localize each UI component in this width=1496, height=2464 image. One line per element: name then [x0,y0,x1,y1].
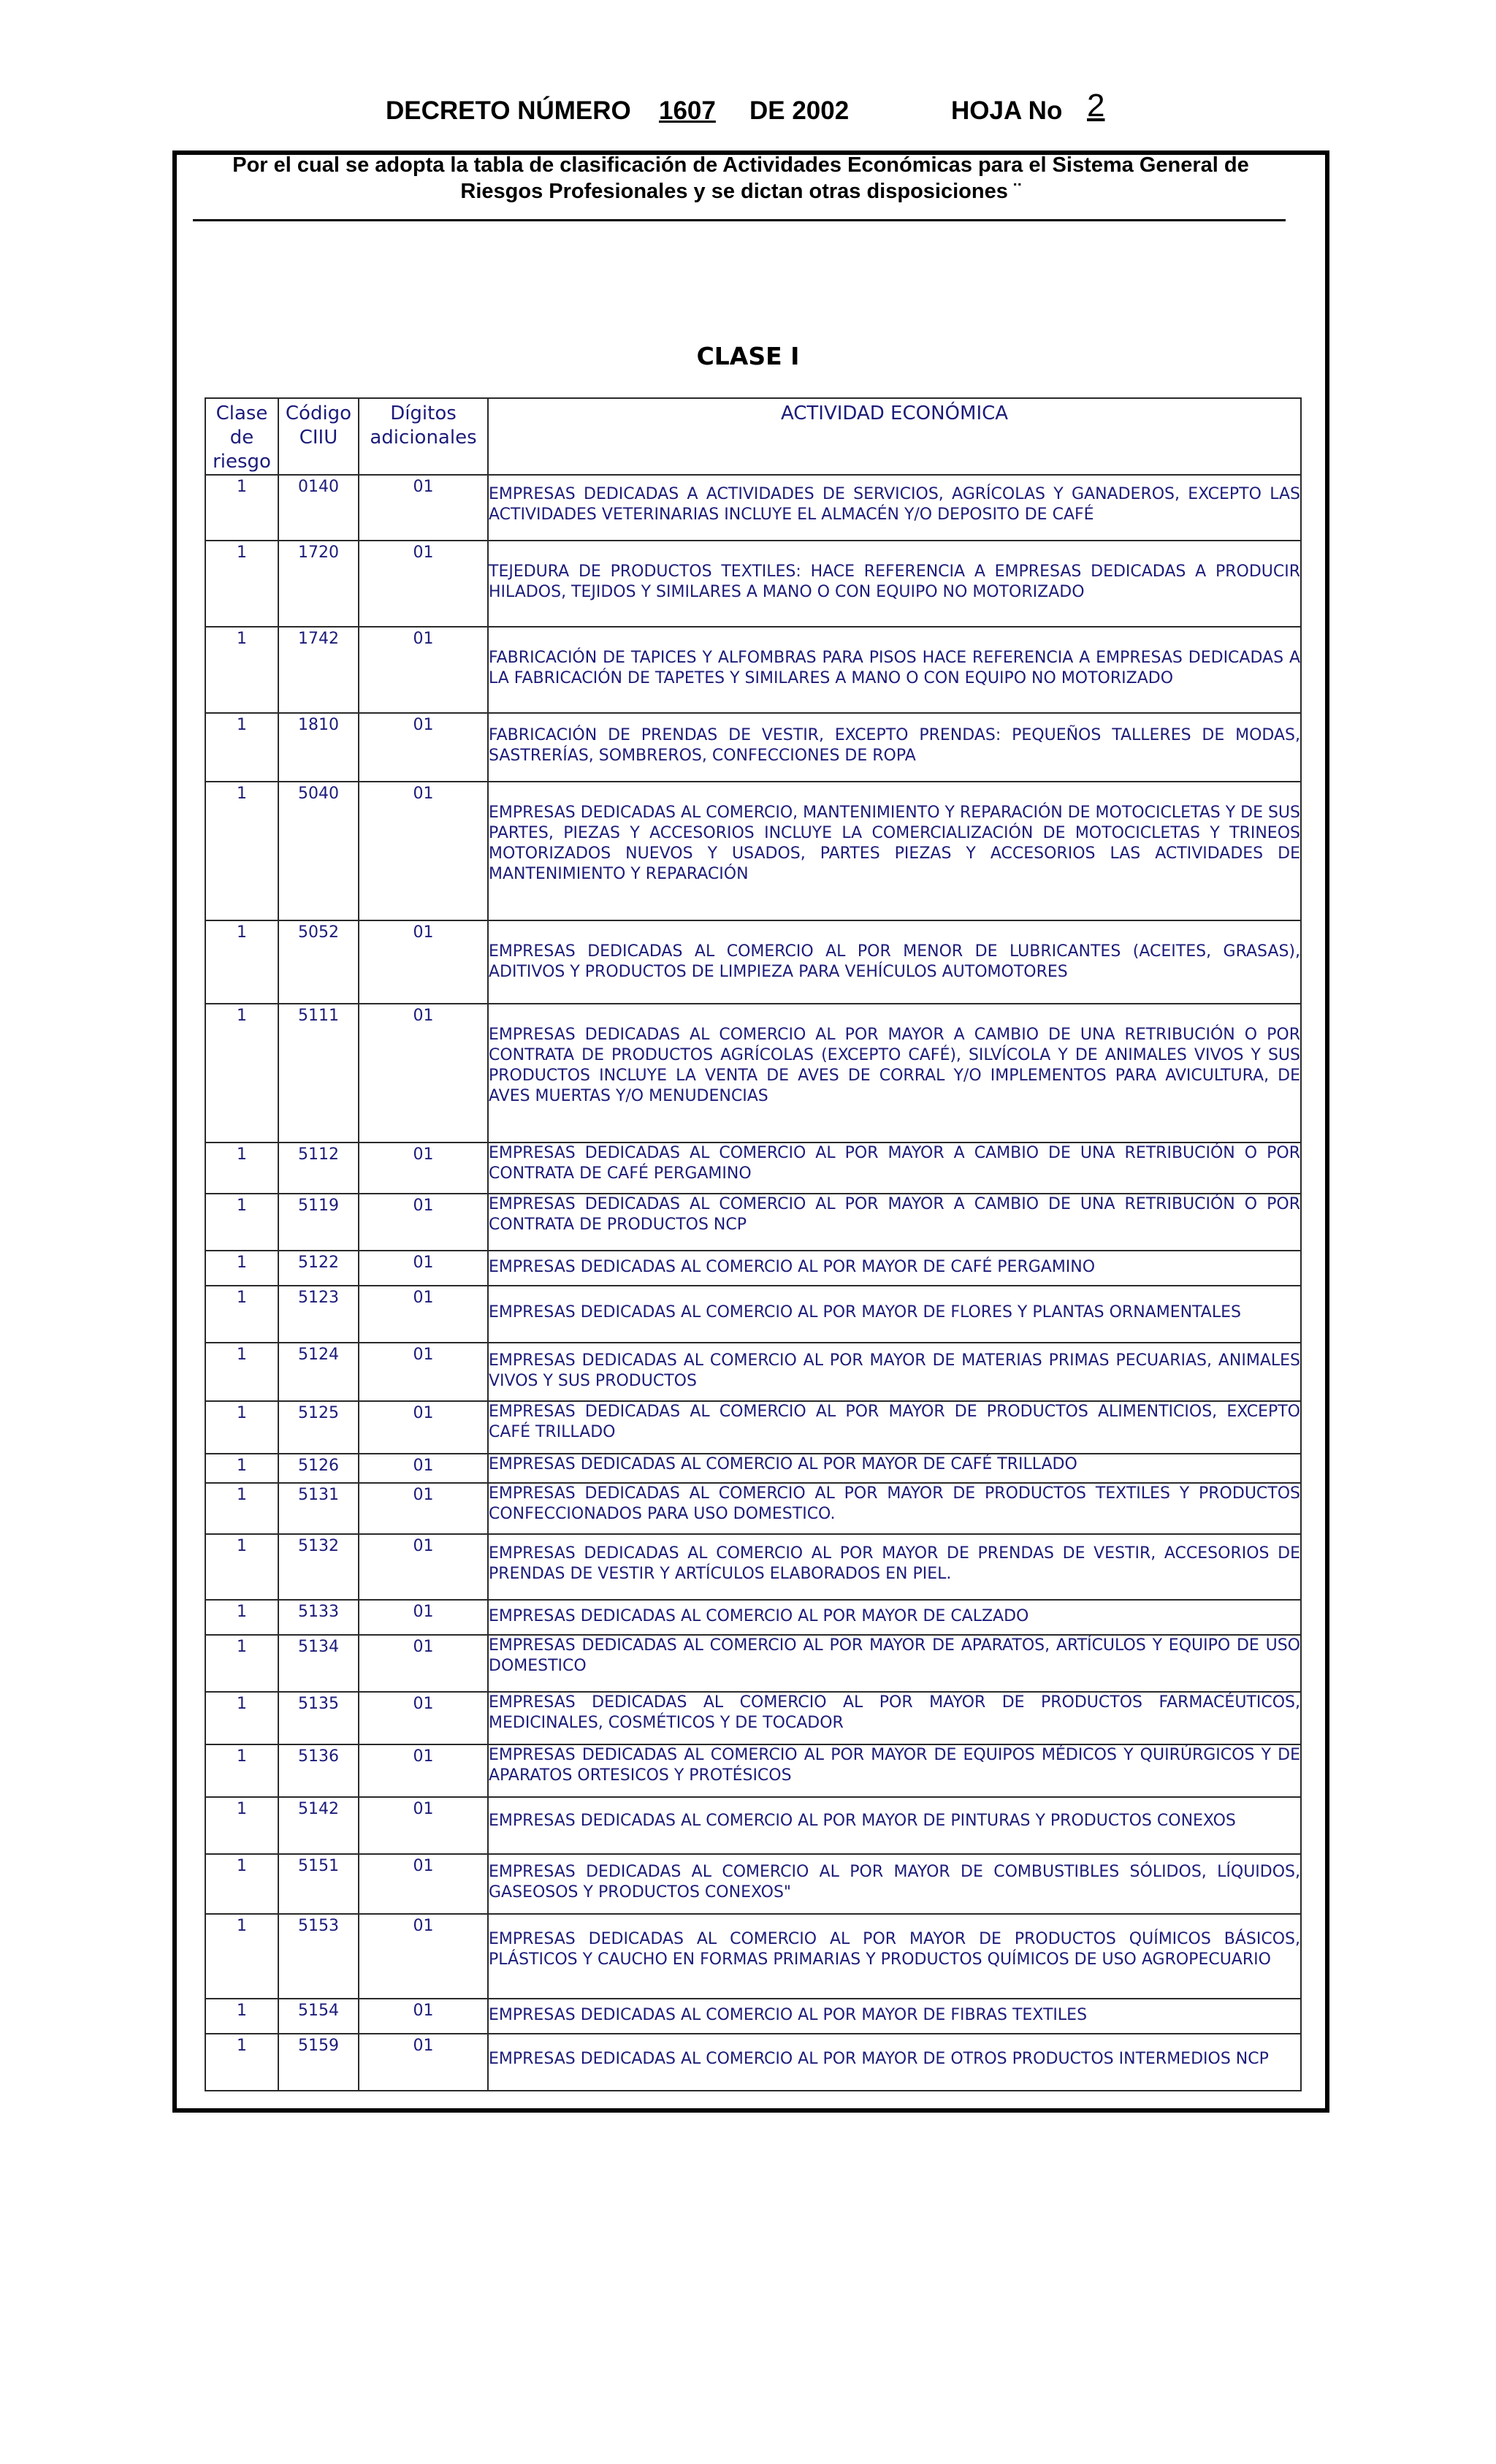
table-row [205,1143,1301,1194]
table-row [205,475,1301,541]
table-row [205,1744,1301,1797]
cell-actividad [488,1914,1301,1999]
cell-codigo: 5154 [278,1999,359,2034]
cell-actividad [488,541,1301,627]
activity-text: EMPRESAS DEDICADAS AL COMERCIO AL POR MAYOR DE APARATOS, ARTÍCULOS Y EQUIPO DE USO DOMESTICO [489,1636,1300,1675]
cell-digitos: 01 [359,1854,488,1914]
activity-text: EMPRESAS DEDICADAS AL COMERCIO, MANTENIMIENTO Y REPARACIÓN DE MOTOCICLETAS Y DE SUS PARTES, PIEZAS Y ACCESORIOS INCLUYE LA COMERCIALIZACIÓN DE MOTOCICLETAS Y TRINEOS MOTORIZADOS NUEVOS Y USADOS, PARTES PIEZAS Y ACCESORIOS LAS ACTIVIDADES DE MANTENIMIENTO Y REPARACIÓN [489,804,1300,883]
section-title: CLASE I [696,342,800,370]
activity-table [205,397,1302,2091]
cell-clase: 1 [205,1251,278,1286]
cell-digitos: 01 [359,2034,488,2091]
cell-codigo: 5052 [278,920,359,1004]
cell-actividad [488,1483,1301,1534]
activity-text: EMPRESAS DEDICADAS AL COMERCIO AL POR MENOR DE LUBRICANTES (ACEITES, GRASAS), ADITIVOS Y PRODUCTOS DE LIMPIEZA PARA VEHÍCULOS AUTOMOTORES [489,942,1300,981]
cell-clase: 1 [205,1194,278,1251]
cell-digitos: 01 [359,1194,488,1251]
cell-clase: 1 [205,1143,278,1194]
cell-clase: 1 [205,1286,278,1343]
cell-digitos: 01 [359,1797,488,1854]
cell-actividad [488,1692,1301,1744]
cell-codigo: 5125 [278,1401,359,1454]
cell-digitos: 01 [359,475,488,541]
cell-codigo: 5123 [278,1286,359,1343]
table-row [205,1194,1301,1251]
cell-clase: 1 [205,1600,278,1635]
cell-actividad [488,920,1301,1004]
cell-codigo: 5119 [278,1194,359,1251]
decree-subject: Por el cual se adopta la tabla de clasificación de Actividades Económicas para el Sistema General de Riesgos Profesionales y se dictan otras disposiciones ¨ [232,153,1249,203]
cell-codigo: 5131 [278,1483,359,1534]
cell-clase: 1 [205,627,278,713]
activity-text: EMPRESAS DEDICADAS AL COMERCIO AL POR MAYOR A CAMBIO DE UNA RETRIBUCIÓN O POR CONTRATA DE CAFÉ PERGAMINO [489,1144,1300,1183]
cell-codigo: 1720 [278,541,359,627]
activity-text: EMPRESAS DEDICADAS AL COMERCIO AL POR MAYOR DE FLORES Y PLANTAS ORNAMENTALES [489,1303,1241,1321]
cell-codigo: 5111 [278,1004,359,1143]
cell-actividad [488,1286,1301,1343]
header-clase: Clase de riesgo [205,398,278,475]
cell-actividad [488,1251,1301,1286]
table-header-row [205,398,1301,475]
cell-clase: 1 [205,1854,278,1914]
cell-codigo: 5133 [278,1600,359,1635]
activity-text: EMPRESAS DEDICADAS AL COMERCIO AL POR MAYOR DE PRODUCTOS QUÍMICOS BÁSICOS, PLÁSTICOS Y CAUCHO EN FORMAS PRIMARIAS Y PRODUCTOS QUÍMICOS DE USO AGROPECUARIO [489,1930,1300,1969]
hoja-number: 2 [1087,88,1105,123]
table-row [205,1454,1301,1483]
header-codigo: Código CIIU [278,398,359,475]
cell-digitos: 01 [359,1692,488,1744]
cell-digitos: 01 [359,713,488,782]
table-row [205,1600,1301,1635]
header-actividad: ACTIVIDAD ECONÓMICA [488,398,1301,475]
table-row [205,541,1301,627]
table-row [205,1534,1301,1600]
cell-digitos: 01 [359,1454,488,1483]
table-row [205,1004,1301,1143]
cell-actividad [488,1744,1301,1797]
cell-digitos: 01 [359,1534,488,1600]
table-row [205,627,1301,713]
cell-digitos: 01 [359,1286,488,1343]
table-row [205,1483,1301,1534]
table-row [205,1692,1301,1744]
cell-digitos: 01 [359,1251,488,1286]
cell-actividad [488,1401,1301,1454]
cell-actividad [488,1534,1301,1600]
cell-codigo: 1742 [278,627,359,713]
table-body [205,475,1301,2091]
cell-codigo: 5122 [278,1251,359,1286]
cell-actividad [488,475,1301,541]
table-row [205,782,1301,920]
table-row [205,1797,1301,1854]
cell-digitos: 01 [359,1600,488,1635]
cell-clase: 1 [205,1797,278,1854]
cell-codigo: 5132 [278,1534,359,1600]
cell-actividad [488,1143,1301,1194]
cell-digitos: 01 [359,627,488,713]
cell-codigo: 5124 [278,1343,359,1401]
cell-actividad [488,1454,1301,1483]
activity-text: EMPRESAS DEDICADAS AL COMERCIO AL POR MAYOR A CAMBIO DE UNA RETRIBUCIÓN O POR CONTRATA DE PRODUCTOS AGRÍCOLAS (EXCEPTO CAFÉ), SILVÍCOLA Y DE ANIMALES VIVOS Y SUS PRODUCTOS INCLUYE LA VENTA DE AVES DE CORRAL Y/O IMPLEMENTOS PARA AVICULTURA, DE AVES MUERTAS Y/O MENUDENCIAS [489,1026,1300,1105]
cell-digitos: 01 [359,1635,488,1692]
cell-digitos: 01 [359,1744,488,1797]
document-header [0,86,1496,137]
header-digitos: Dígitos adicionales [359,398,488,475]
activity-text: TEJEDURA DE PRODUCTOS TEXTILES: HACE REFERENCIA A EMPRESAS DEDICADAS A PRODUCIR HILADOS, TEJIDOS Y SIMILARES A MANO O CON EQUIPO NO MOTORIZADO [489,562,1300,601]
activity-text: EMPRESAS DEDICADAS AL COMERCIO AL POR MAYOR DE PINTURAS Y PRODUCTOS CONEXOS [489,1812,1236,1830]
activity-text: EMPRESAS DEDICADAS AL COMERCIO AL POR MAYOR DE COMBUSTIBLES SÓLIDOS, LÍQUIDOS, GASEOSOS Y PRODUCTOS CONEXOS" [489,1863,1300,1902]
cell-actividad [488,782,1301,920]
activity-text: EMPRESAS DEDICADAS AL COMERCIO AL POR MAYOR DE PRENDAS DE VESTIR, ACCESORIOS DE PRENDAS DE VESTIR Y ARTÍCULOS ELABORADOS EN PIEL. [489,1544,1300,1583]
cell-digitos: 01 [359,1004,488,1143]
decreto-label: DECRETO NÚMERO [386,96,631,125]
cell-clase: 1 [205,1914,278,1999]
activity-text: EMPRESAS DEDICADAS AL COMERCIO AL POR MAYOR DE MATERIAS PRIMAS PECUARIAS, ANIMALES VIVOS Y SUS PRODUCTOS [489,1351,1300,1390]
cell-digitos: 01 [359,782,488,920]
cell-clase: 1 [205,1534,278,1600]
hoja-label: HOJA No [951,96,1063,125]
cell-actividad [488,2034,1301,2091]
cell-codigo: 5136 [278,1744,359,1797]
activity-text: EMPRESAS DEDICADAS AL COMERCIO AL POR MAYOR DE CAFÉ TRILLADO [489,1455,1077,1473]
cell-actividad [488,1854,1301,1914]
cell-codigo: 5159 [278,2034,359,2091]
table-row [205,1401,1301,1454]
cell-digitos: 01 [359,920,488,1004]
cell-actividad [488,1343,1301,1401]
table-row [205,920,1301,1004]
cell-clase: 1 [205,920,278,1004]
table-row [205,1343,1301,1401]
table-row [205,1635,1301,1692]
cell-clase: 1 [205,1483,278,1534]
cell-codigo: 5142 [278,1797,359,1854]
cell-actividad [488,1635,1301,1692]
cell-digitos: 01 [359,1914,488,1999]
cell-clase: 1 [205,541,278,627]
activity-text: EMPRESAS DEDICADAS AL COMERCIO AL POR MAYOR DE PRODUCTOS FARMACÉUTICOS, MEDICINALES, COSMÉTICOS Y DE TOCADOR [489,1693,1300,1732]
cell-codigo: 5135 [278,1692,359,1744]
cell-digitos: 01 [359,1999,488,2034]
cell-clase: 1 [205,1744,278,1797]
cell-codigo: 0140 [278,475,359,541]
activity-text: EMPRESAS DEDICADAS AL COMERCIO AL POR MAYOR DE CALZADO [489,1607,1029,1625]
table-row [205,713,1301,782]
activity-text: EMPRESAS DEDICADAS AL COMERCIO AL POR MAYOR A CAMBIO DE UNA RETRIBUCIÓN O POR CONTRATA DE PRODUCTOS NCP [489,1195,1300,1234]
table-row [205,1286,1301,1343]
activity-text: EMPRESAS DEDICADAS A ACTIVIDADES DE SERVICIOS, AGRÍCOLAS Y GANADEROS, EXCEPTO LAS ACTIVIDADES VETERINARIAS INCLUYE EL ALMACÉN Y/O DEPOSITO DE CAFÉ [489,485,1300,524]
activity-text: EMPRESAS DEDICADAS AL COMERCIO AL POR MAYOR DE CAFÉ PERGAMINO [489,1258,1096,1276]
cell-clase: 1 [205,1692,278,1744]
activity-text: EMPRESAS DEDICADAS AL COMERCIO AL POR MAYOR DE EQUIPOS MÉDICOS Y QUIRÚRGICOS Y DE APARATOS ORTESICOS Y PROTÉSICOS [489,1746,1300,1785]
cell-codigo: 5040 [278,782,359,920]
activity-text: FABRICACIÓN DE PRENDAS DE VESTIR, EXCEPTO PRENDAS: PEQUEÑOS TALLERES DE MODAS, SASTRERÍAS, SOMBREROS, CONFECCIONES DE ROPA [489,726,1300,765]
cell-digitos: 01 [359,1143,488,1194]
cell-clase: 1 [205,1004,278,1143]
cell-clase: 1 [205,2034,278,2091]
cell-codigo: 5126 [278,1454,359,1483]
activity-text: FABRICACIÓN DE TAPICES Y ALFOMBRAS PARA PISOS HACE REFERENCIA A EMPRESAS DEDICADAS A LA FABRICACIÓN DE TAPETES Y SIMILARES A MANO O CON EQUIPO NO MOTORIZADO [489,649,1300,687]
cell-codigo: 5153 [278,1914,359,1999]
cell-actividad [488,1797,1301,1854]
table-row [205,1914,1301,1999]
cell-actividad [488,627,1301,713]
cell-codigo: 5134 [278,1635,359,1692]
cell-clase: 1 [205,1343,278,1401]
cell-digitos: 01 [359,541,488,627]
cell-actividad [488,1194,1301,1251]
cell-digitos: 01 [359,1483,488,1534]
cell-clase: 1 [205,1401,278,1454]
cell-actividad [488,1004,1301,1143]
cell-clase: 1 [205,1454,278,1483]
cell-actividad [488,1999,1301,2034]
activity-text: EMPRESAS DEDICADAS AL COMERCIO AL POR MAYOR DE FIBRAS TEXTILES [489,2006,1088,2024]
cell-codigo: 5112 [278,1143,359,1194]
decreto-year: DE 2002 [749,96,850,125]
activity-text: EMPRESAS DEDICADAS AL COMERCIO AL POR MAYOR DE PRODUCTOS TEXTILES Y PRODUCTOS CONFECCIONADOS PARA USO DOMESTICO. [489,1484,1300,1523]
cell-actividad [488,713,1301,782]
cell-clase: 1 [205,1999,278,2034]
table-row [205,1251,1301,1286]
cell-actividad [488,1600,1301,1635]
cell-codigo: 1810 [278,713,359,782]
cell-clase: 1 [205,475,278,541]
cell-clase: 1 [205,1635,278,1692]
cell-clase: 1 [205,713,278,782]
subject-divider [193,219,1286,221]
table-row [205,1854,1301,1914]
activity-text: EMPRESAS DEDICADAS AL COMERCIO AL POR MAYOR DE OTROS PRODUCTOS INTERMEDIOS NCP [489,2050,1269,2068]
cell-digitos: 01 [359,1343,488,1401]
cell-digitos: 01 [359,1401,488,1454]
cell-codigo: 5151 [278,1854,359,1914]
table-row [205,1999,1301,2034]
decreto-number: 1607 [659,96,716,125]
cell-clase: 1 [205,782,278,920]
activity-text: EMPRESAS DEDICADAS AL COMERCIO AL POR MAYOR DE PRODUCTOS ALIMENTICIOS, EXCEPTO CAFÉ TRILLADO [489,1403,1300,1441]
table-row [205,2034,1301,2091]
